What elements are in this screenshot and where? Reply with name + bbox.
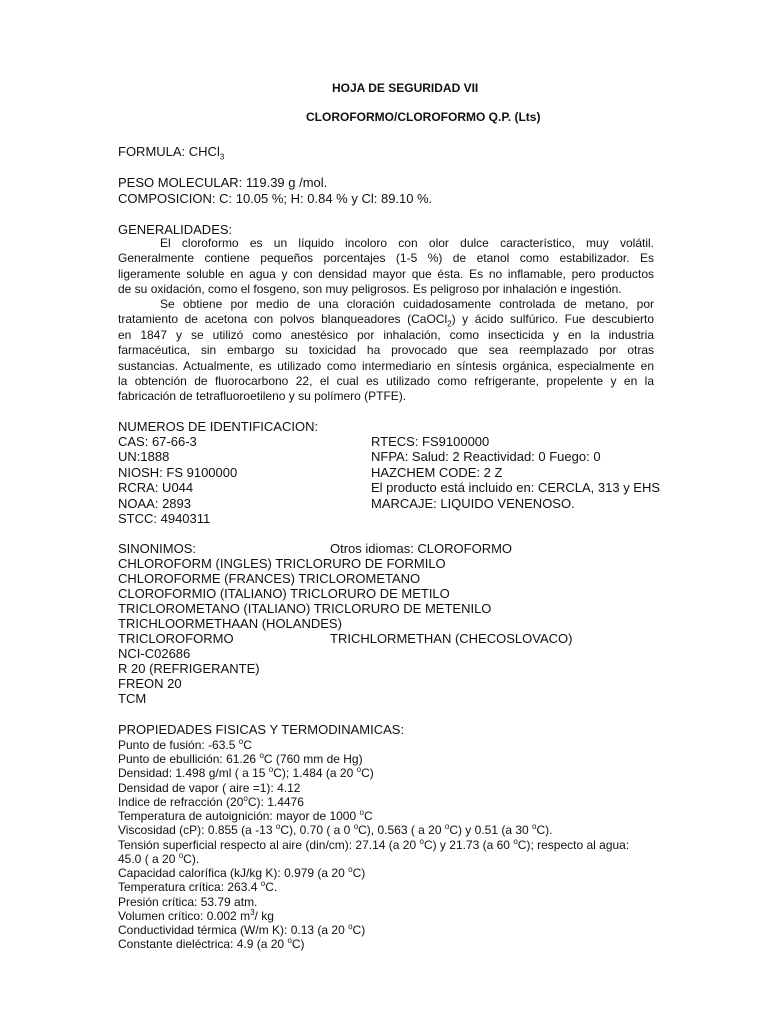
sinonimo-line: CLOROFORMIO (ITALIANO) TRICLORURO DE METILO [118, 586, 450, 601]
prop-text: 45.0 ( a 20 [118, 852, 179, 866]
paragraph-line: farmacéutica, sin embargo su toxicidad ha provocado que sea reemplazado por otras [118, 343, 654, 358]
prop-text: Capacidad calorífica (kJ/kg K): 0.979 (a 20 [118, 866, 349, 880]
prop-text: C), 0.563 ( a 20 [358, 823, 445, 837]
id-hazchem: HAZCHEM CODE: 2 Z [371, 465, 503, 480]
prop-sup: o [259, 751, 264, 760]
document-title: HOJA DE SEGURIDAD VII [332, 81, 479, 95]
prop-text: Punto de fusión: -63.5 [118, 738, 239, 752]
prop-presion-critica: Presión crítica: 53.79 atm. [118, 895, 258, 909]
prop-ebullicion [118, 752, 363, 767]
prop-sup: 3 [250, 908, 255, 917]
prop-viscosidad [118, 823, 552, 838]
sinonimos-heading: SINONIMOS: [118, 541, 197, 556]
prop-autoignicion [118, 809, 373, 824]
prop-sup: o [419, 837, 424, 846]
prop-sup: o [353, 822, 359, 831]
paragraph-fragment: tratamiento de acetona con polvos blanqueadores (CaOCl [118, 312, 448, 327]
prop-capacidad [118, 866, 365, 881]
id-nfpa: NFPA: Salud: 2 Reactividad: 0 Fuego: 0 [371, 449, 601, 464]
prop-sup: o [243, 794, 248, 803]
formula-subscript: 3 [219, 152, 225, 162]
prop-fusion [118, 738, 252, 753]
identificacion-heading: NUMEROS DE IDENTIFICACION: [118, 419, 319, 434]
paragraph-line: Se obtiene por medio de una cloración cuidadosamente controlada de metano, por [160, 297, 654, 311]
prop-text: C). [183, 852, 200, 866]
sinonimo-line: TRICHLOORMETHAAN (HOLANDES) [118, 616, 342, 631]
prop-text: C) y 0.51 (a 30 [449, 823, 533, 837]
prop-text: Viscosidad (cP): 0.855 (a -13 [118, 823, 276, 837]
prop-sup: o [260, 879, 266, 888]
prop-text: C); 1.484 (a 20 [273, 766, 357, 780]
formula-line [118, 144, 225, 162]
id-stcc: STCC: 4940311 [118, 511, 211, 526]
paragraph-subscript: 2 [447, 319, 452, 329]
paragraph-line: Generalmente contiene pequeños porcentajes (1-5 %) de etanol como estabilizador. Es [118, 251, 654, 266]
prop-text: C [363, 809, 373, 823]
prop-text: C [243, 738, 252, 752]
prop-text: C) [361, 766, 374, 780]
paragraph-line: sustancias. Actualmente, es utilizado como intermediario en síntesis orgánica, especialmente en [118, 358, 654, 373]
prop-text: Constante dieléctrica: 4.9 (a 20 [118, 937, 288, 951]
prop-sup: o [178, 851, 184, 860]
sinonimos-otros: Otros idiomas: CLOROFORMO [330, 541, 513, 556]
prop-text: Temperatura crítica: 263.4 [118, 880, 261, 894]
id-noaa: NOAA: 2893 [118, 496, 191, 511]
peso-molecular: PESO MOLECULAR: 119.39 g /mol. [118, 175, 328, 190]
prop-text: C) y 21.73 (a 60 [423, 838, 514, 852]
composicion: COMPOSICION: C: 10.05 %; H: 0.84 % y Cl: 89.10 %. [118, 191, 433, 206]
prop-text: C) [291, 937, 305, 951]
paragraph-line: la obtención de fluorocarbono 22, el cual es utilizado como refrigerante, propelente y en la [118, 374, 654, 389]
document-subtitle: CLOROFORMO/CLOROFORMO Q.P. (Lts) [306, 110, 541, 124]
prop-text: C. [265, 880, 278, 894]
prop-text: Volumen crítico: 0.002 m [118, 909, 251, 923]
id-marcaje: MARCAJE: LIQUIDO VENENOSO. [371, 496, 575, 511]
prop-sup: o [238, 737, 244, 746]
id-rcra: RCRA: U044 [118, 480, 194, 495]
prop-temp-critica [118, 880, 277, 895]
paragraph-line: fabricación de tetrafluoroetileno y su polímero (PTFE). [118, 389, 407, 404]
sinonimo-line: TCM [118, 691, 147, 706]
prop-tension-agua [118, 852, 199, 867]
sinonimo-line: NCI-C02686 [118, 646, 191, 661]
prop-sup: o [359, 808, 364, 817]
id-cas: CAS: 67-66-3 [118, 434, 197, 449]
prop-text: Punto de ebullición: 61.26 [118, 752, 260, 766]
paragraph-line: ligeramente soluble en agua y con densidad mayor que ésta. Es no inflamable, pero productos [118, 266, 654, 281]
id-rtecs: RTECS: FS9100000 [371, 434, 490, 449]
paragraph-line: en 1847 y se utilizó como anestésico por inhalación, como insecticida y en la industria [118, 327, 654, 342]
prop-refraccion [118, 795, 304, 810]
prop-densidad [118, 766, 374, 781]
prop-text: C) [352, 866, 366, 880]
paragraph-line: de su oxidación, como el fosgeno, son muy peligrosos. Es peligroso por inhalación e ingestión. [118, 282, 622, 297]
generalidades-paragraph-2 [118, 297, 654, 405]
prop-volumen-critico [118, 909, 274, 924]
prop-text: C). [536, 823, 553, 837]
prop-text: / kg [254, 909, 274, 923]
prop-dielectrica [118, 937, 305, 952]
prop-sup: o [348, 922, 353, 931]
paragraph-line: El cloroformo es un líquido incoloro con olor dulce característico, muy volátil. [160, 236, 654, 250]
sinonimo-line: FREON 20 [118, 676, 182, 691]
prop-text: C) [352, 923, 366, 937]
paragraph-fragment: ) y ácido sulfúrico. Fue descubierto [451, 312, 654, 327]
prop-text: C); respecto al agua: [517, 838, 630, 852]
sinonimo-tricloroformo: TRICLOROFORMO [118, 631, 234, 646]
prop-text: Indice de refracción (20 [118, 795, 244, 809]
formula-text: FORMULA: CHCl [118, 144, 220, 159]
prop-sup: o [513, 837, 518, 846]
prop-sup: o [356, 765, 362, 774]
sinonimo-trichlormethan: TRICHLORMETHAN (CHECOSLOVACO) [330, 631, 573, 646]
paragraph-line [118, 312, 654, 327]
prop-text: C (760 mm de Hg) [263, 752, 363, 766]
prop-sup: o [444, 822, 450, 831]
prop-tension [118, 838, 629, 853]
propiedades-heading: PROPIEDADES FISICAS Y TERMODINAMICAS: [118, 722, 405, 737]
prop-sup: o [275, 822, 281, 831]
generalidades-heading: GENERALIDADES: [118, 222, 233, 237]
prop-text: Temperatura de autoignición: mayor de 1000 [118, 809, 360, 823]
sinonimo-line: CHLOROFORME (FRANCES) TRICLOROMETANO [118, 571, 421, 586]
prop-text: C), 0.70 ( a 0 [280, 823, 354, 837]
sinonimo-line: CHLOROFORM (INGLES) TRICLORURO DE FORMILO [118, 556, 446, 571]
sinonimo-line: R 20 (REFRIGERANTE) [118, 661, 260, 676]
id-niosh: NIOSH: FS 9100000 [118, 465, 238, 480]
prop-densidad-vapor: Densidad de vapor ( aire =1): 4.12 [118, 781, 301, 795]
prop-text: Densidad: 1.498 g/ml ( a 15 [118, 766, 269, 780]
prop-sup: o [268, 765, 274, 774]
prop-sup: o [532, 822, 537, 831]
prop-sup: o [287, 936, 292, 945]
sinonimo-line: TRICLOROMETANO (ITALIANO) TRICLORURO DE METENILO [118, 601, 492, 616]
prop-sup: o [348, 865, 353, 874]
prop-text: C): 1.4476 [247, 795, 304, 809]
id-un: UN:1888 [118, 449, 170, 464]
prop-conductividad [118, 923, 365, 938]
prop-text: Tensión superficial respecto al aire (din/cm): 27.14 (a 20 [118, 838, 420, 852]
prop-text: Conductividad térmica (W/m K): 0.13 (a 20 [118, 923, 349, 937]
generalidades-paragraph-1 [118, 236, 654, 298]
id-cercla: El producto está incluido en: CERCLA, 313 y EHS [371, 480, 661, 495]
